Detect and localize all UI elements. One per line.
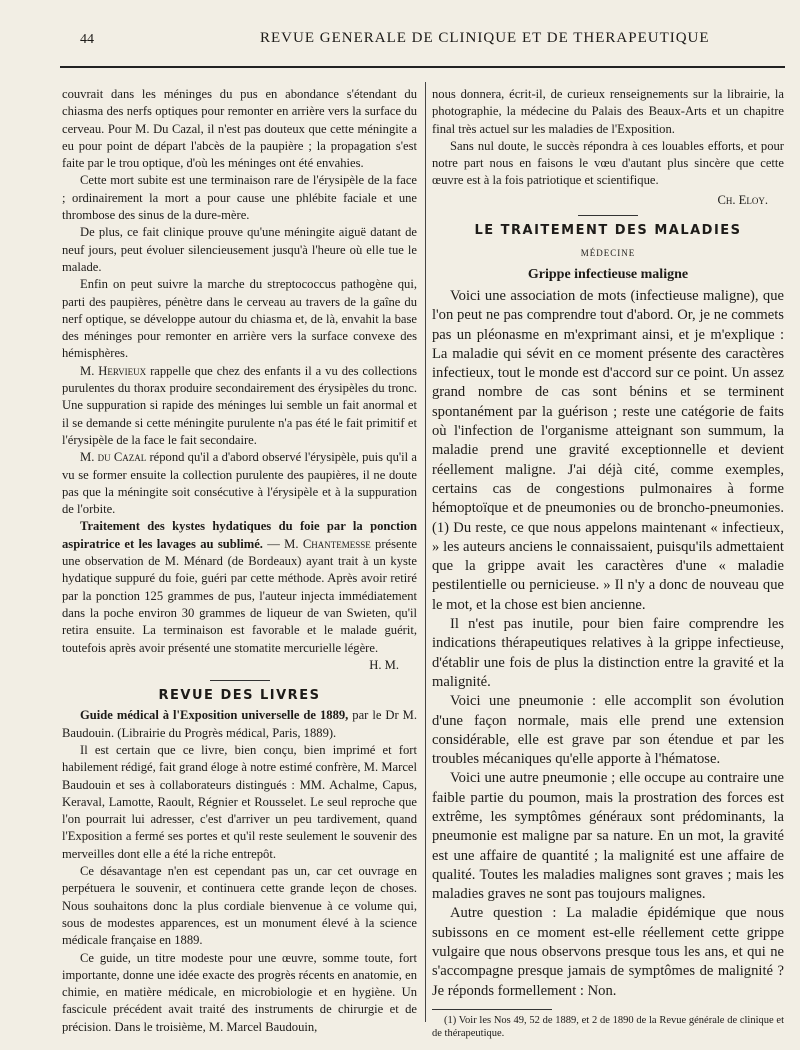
subheading: Traitement des kystes hydatiques du foie par la ponction aspiratrice et les lavages au sublimé. bbox=[62, 519, 417, 551]
section-title: REVUE DES LIVRES bbox=[158, 688, 321, 704]
section-rule bbox=[210, 680, 270, 681]
running-title: REVUE GENERALE DE CLINIQUE ET DE THERAPEUTIQUE bbox=[260, 30, 710, 46]
paragraph-text: répond qu'il a d'abord observé l'érysipèle, puis qu'il a vu se former ensuite la collection purulente des paupières, il ne doute pas que la méningite soit consécutive à l'érysipèle et à la suppuration de l'orbite. bbox=[62, 450, 417, 517]
paragraph bbox=[62, 707, 417, 742]
book-reference: par le Dr M. Baudouin. (Librairie du Progrès médical, Paris, 1889). bbox=[62, 708, 417, 740]
footnote: (1) Voir les Nos 49, 52 de 1889, et 2 de 1890 de la Revue générale de clinique et de thérapeutique. bbox=[432, 1014, 784, 1039]
rubric: MÉDECINE bbox=[580, 248, 636, 259]
paragraph bbox=[62, 363, 417, 449]
section-title: LE TRAITEMENT DES MALADIES bbox=[474, 223, 742, 239]
footnote-rule bbox=[432, 1009, 552, 1010]
article-body bbox=[432, 287, 784, 1001]
paragraph: nous donnera, écrit-il, de curieux renseignements sur la librairie, la photographie, la médecine du Palais des Beaux-Arts et un chapitre final très actuel sur les maladies de l'Exposition. bbox=[432, 87, 784, 136]
paragraph bbox=[62, 449, 417, 518]
speaker-name: M. du Cazal bbox=[80, 450, 147, 465]
paragraph: Voici une association de mots (infectieuse maligne), que l'on peut ne pas comprendre tout d'abord. Or, je ne commets pas un pléonasme en m'exprimant ainsi, et je m'explique : La maladie qui sévit en ce moment présente des caractères infectieux, tout le monde est d'accord sur ce point. Un assez grand nombre de cas sont bénins et se terminent spontanément par la guérison ; reste une catégorie de faits où l'infection de l'organisme atteignant son summum, la maladie prend une gravité exceptionnelle et devient réellement maligne. J'ai déjà cité, comme exemples, certains cas de congestions pulmonaires à forme hémoptoïque et de pneumonies ou de broncho-pneumonies. (1) Du reste, ce que nous appelons maintenant « infectieux, » les auteurs anciens le connaissaient, puisqu'ils admettaient que la grippe avait les caractères d'une « maladie pestilentielle ou pernicieuse. » Il n'y a donc de nouveau que le mot, et la chose est bien ancienne. bbox=[432, 287, 784, 613]
paragraph: Ce guide, un titre modeste pour une œuvre, somme toute, fort importante, donne une idée exacte des progrès récents en anatomie, en chimie, en matière médicale, en microbiologie et en hygiène. Un fascicule précédent avait traité des instruments de chirurgie et de précision. Dans le troisième, M. Marcel Baudouin, bbox=[62, 950, 417, 1034]
speaker-name: M. Chantemesse bbox=[284, 536, 371, 551]
book-title: Guide médical à l'Exposition universelle de 1889, bbox=[80, 708, 349, 723]
paragraph: Cette mort subite est une terminaison rare de l'érysipèle de la face ; ordinairement la mort a pour cause une phlébite faciale et une thrombose des sinus de la dure-mère. bbox=[62, 173, 417, 223]
paragraph: Sans nul doute, le succès répondra à ces louables efforts, et pour notre part nous en faisons le vœu d'autant plus sincère que cette œuvre est à la fois patriotique et scientifique. bbox=[432, 138, 784, 188]
paragraph: Enfin on peut suivre la marche du streptococcus pathogène qui, parti des paupières, pénètre dans le cerveau au travers de la gaîne du nerf optique, se développe autour du chiasma et, de là, envahit la base des méninges pour remonter en arrière vers la surface convexe des hémisphères. bbox=[62, 277, 417, 361]
article-title: Grippe infectieuse maligne bbox=[527, 266, 689, 282]
section-rule bbox=[578, 215, 638, 216]
left-column bbox=[62, 86, 417, 1036]
paragraph: De plus, ce fait clinique prouve qu'une méningite aiguë datant de neuf jours, peut évoluer silencieusement jusqu'à l'heure où elle tue le malade. bbox=[62, 225, 417, 274]
paragraph: Ce désavantage n'en est cependant pas un, car cet ouvrage en perpétuera le souvenir, et continuera cette grande leçon de choses. Nous souhaitons donc la plus cordiale bienvenue à ce volume qui, sous de modestes apparences, est un monument élevé à la science médicale française en 1889. bbox=[62, 864, 417, 948]
paragraph: Il est certain que ce livre, bien conçu, bien imprimé et fort habilement rédigé, fait grand éloge à notre estimé confrère, M. Marcel Baudouin et ses à collaborateurs distingués : MM. Achalme, Capus, Keraval, Lamotte, Raoult, Régnier et Rousselet. Le seul reproche que l'on pourrait lui adresser, c'est d'arriver un peu tardivement, quand l'Exposition a fermé ses portes et qu'il reste seulement le souvenir des merveilles dont elle a été la riche entrepôt. bbox=[62, 742, 417, 861]
signature: H. M. bbox=[369, 657, 399, 672]
paragraph: Il n'est pas inutile, pour bien faire comprendre les indications thérapeutiques relatives à la grippe infectieuse, d'établir une fois de plus la distinction entre la gravité et la malignité. bbox=[432, 616, 784, 690]
signature: Ch. Eloy. bbox=[717, 192, 768, 207]
header-rule bbox=[60, 66, 785, 68]
page-number: 44 bbox=[80, 32, 94, 47]
speaker-name: M. Hervieux bbox=[80, 363, 147, 378]
page-header bbox=[60, 26, 785, 52]
paragraph-text: présente une observation de M. Ménard (de Bordeaux) ayant trait à un kyste hydatique suppuré du foie, guéri par cette méthode. Après avoir retiré par la ponction 125 grammes de pus, l'auteur injecta immédiatement dans la poche environ 30 grammes de liqueur de van Swieten, qu'il retira ensuite. La terminaison est favorable et le malade guérit, toutefois après avoir présenté une stomatite mercurielle légère. bbox=[62, 536, 417, 655]
paragraph: couvrait dans les méninges du pus en abondance s'étendant du chiasma des nerfs optiques pour remonter en arrière vers la surface du cerveau. Pour M. Du Cazal, il n'est pas douteux que cette méningite a eu pour point de départ l'abcès de la paupière ; la propagation s'est faite par le trou optique, d'où les méninges ont été envahies. bbox=[62, 87, 417, 171]
paragraph: Traitement des kystes hydatiques du foie par la ponction aspiratrice et les lavages au sublimé. — M. Chantemesse présente une observation de M. Ménard (de Bordeaux) ayant trait à un kyste hydatique suppuré du foie, guéri par cette méthode. Après avoir retiré par la ponction 125 grammes de pus, l'auteur injecta immédiatement dans la poche environ 30 grammes de liqueur de van Swieten, qu'il retira ensuite. La terminaison est favorable et le malade guérit, toutefois après avoir présenté une stomatite mercurielle légère. bbox=[62, 519, 417, 655]
paragraph-text: rappelle que chez des enfants il a vu des collections purulentes du thorax produire secondairement des érysipèles du tronc. Une suppuration si rapide des méninges lui semble un fait anormal et il se demande si cette méningite purulente n'a pas été le fait primitif et l'érysipèle de la face le fait secondaire. bbox=[62, 363, 417, 447]
right-column bbox=[432, 86, 784, 1040]
paragraph: Autre question : La maladie épidémique que nous subissons en ce moment est-elle réellement cette grippe vulgaire que nous observons presque tous les ans, et qui ne s'accompagne presque jamais de symptômes de malignité ? Je réponds formellement : Non. bbox=[432, 905, 784, 999]
column-divider bbox=[425, 82, 426, 1022]
paragraph: Voici une pneumonie : elle accomplit son évolution d'une façon normale, mais elle prend une extension considérable, elle est grave par son étendue et par les troubles mécaniques qu'elle apporte à l'hématose. bbox=[432, 693, 784, 768]
paragraph: Voici une autre pneumonie ; elle occupe au contraire une faible partie du poumon, mais la prostration des forces est extrême, les symptômes généraux sont prédominants, la pneumonie est maligne par sa nature. En un mot, la gravité est une affaire de quantité ; la malignité est une affaire de qualité. Toutes les maladies malignes sont graves ; mais les maladies graves ne sont pas toujours malignes. bbox=[432, 770, 784, 903]
